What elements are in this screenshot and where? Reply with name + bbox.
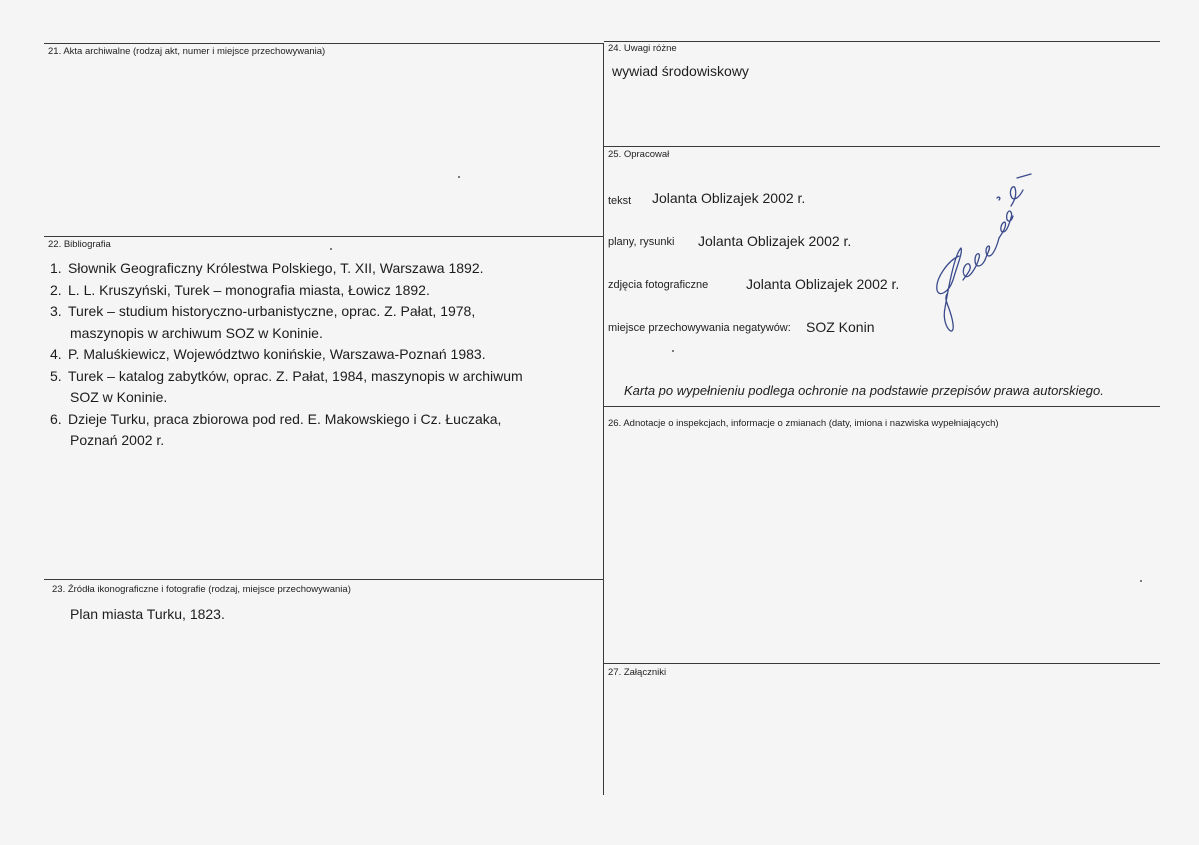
scan-speck bbox=[458, 176, 460, 178]
section-23-top-rule bbox=[44, 579, 604, 580]
miejsce-value: SOZ Konin bbox=[806, 319, 875, 335]
bibliography-item-continuation: SOZ w Koninie. bbox=[70, 389, 168, 405]
bibliography-list bbox=[50, 258, 523, 452]
section-26-top-rule bbox=[604, 406, 1160, 407]
bibliography-item: 5. Turek – katalog zabytków, oprac. Z. Pałat, 1984, maszynopis w archiwum bbox=[50, 367, 523, 384]
plany-label: plany, rysunki bbox=[608, 236, 675, 248]
section-24-label: 24. Uwagi różne bbox=[608, 43, 677, 54]
zdjecia-value: Jolanta Oblizajek 2002 r. bbox=[746, 276, 900, 292]
section-26-label: 26. Adnotacje o inspekcjach, informacje o zmianach (daty, imiona i nazwiska wypełniających) bbox=[608, 418, 999, 429]
section-22-top-rule bbox=[44, 236, 604, 237]
scan-speck bbox=[1140, 580, 1142, 582]
section-25-label: 25. Opracował bbox=[608, 149, 670, 160]
section-22-label: 22. Bibliografia bbox=[48, 239, 111, 250]
plany-value: Jolanta Oblizajek 2002 r. bbox=[698, 233, 852, 249]
section-24-value: wywiad środowiskowy bbox=[612, 63, 749, 79]
section-23-value: Plan miasta Turku, 1823. bbox=[70, 606, 225, 622]
section-27-label: 27. Załączniki bbox=[608, 667, 667, 678]
miejsce-label: miejsce przechowywania negatywów: bbox=[608, 322, 791, 334]
section-21-top-rule bbox=[44, 43, 604, 44]
bibliography-item: 6. Dzieje Turku, praca zbiorowa pod red. E. Makowskiego i Cz. Łuczaka, bbox=[50, 410, 502, 427]
handwritten-signature bbox=[925, 168, 1035, 348]
column-divider bbox=[603, 43, 604, 795]
bibliography-item-continuation: maszynopis w archiwum SOZ w Koninie. bbox=[70, 324, 323, 341]
section-27-top-rule bbox=[604, 663, 1160, 664]
bibliography-item: 1. Słownik Geograficzny Królestwa Polskiego, T. XII, Warszawa 1892. bbox=[50, 260, 484, 276]
copyright-notice: Karta po wypełnieniu podlega ochronie na podstawie przepisów prawa autorskiego. bbox=[624, 383, 1104, 398]
bibliography-item: 4. P. Maluśkiewicz, Województwo konińskie, Warszawa-Poznań 1983. bbox=[50, 346, 486, 362]
section-25-top-rule bbox=[604, 146, 1160, 147]
section-24-top-rule bbox=[604, 41, 1160, 42]
scan-speck bbox=[672, 350, 674, 352]
section-23-label: 23. Źródła ikonograficzne i fotografie (rodzaj, miejsce przechowywania) bbox=[52, 584, 351, 595]
bibliography-item: 2. L. L. Kruszyński, Turek – monografia miasta, Łowicz 1892. bbox=[50, 281, 430, 298]
bibliography-item: 3. Turek – studium historyczno-urbanistyczne, oprac. Z. Pałat, 1978, bbox=[50, 303, 476, 319]
bibliography-item-continuation: Poznań 2002 r. bbox=[70, 432, 165, 448]
tekst-label: tekst bbox=[608, 195, 632, 207]
tekst-value: Jolanta Oblizajek 2002 r. bbox=[652, 190, 806, 206]
zdjecia-label: zdjęcia fotograficzne bbox=[608, 279, 709, 291]
section-21-label: 21. Akta archiwalne (rodzaj akt, numer i miejsce przechowywania) bbox=[48, 46, 326, 57]
scan-speck bbox=[330, 248, 332, 250]
